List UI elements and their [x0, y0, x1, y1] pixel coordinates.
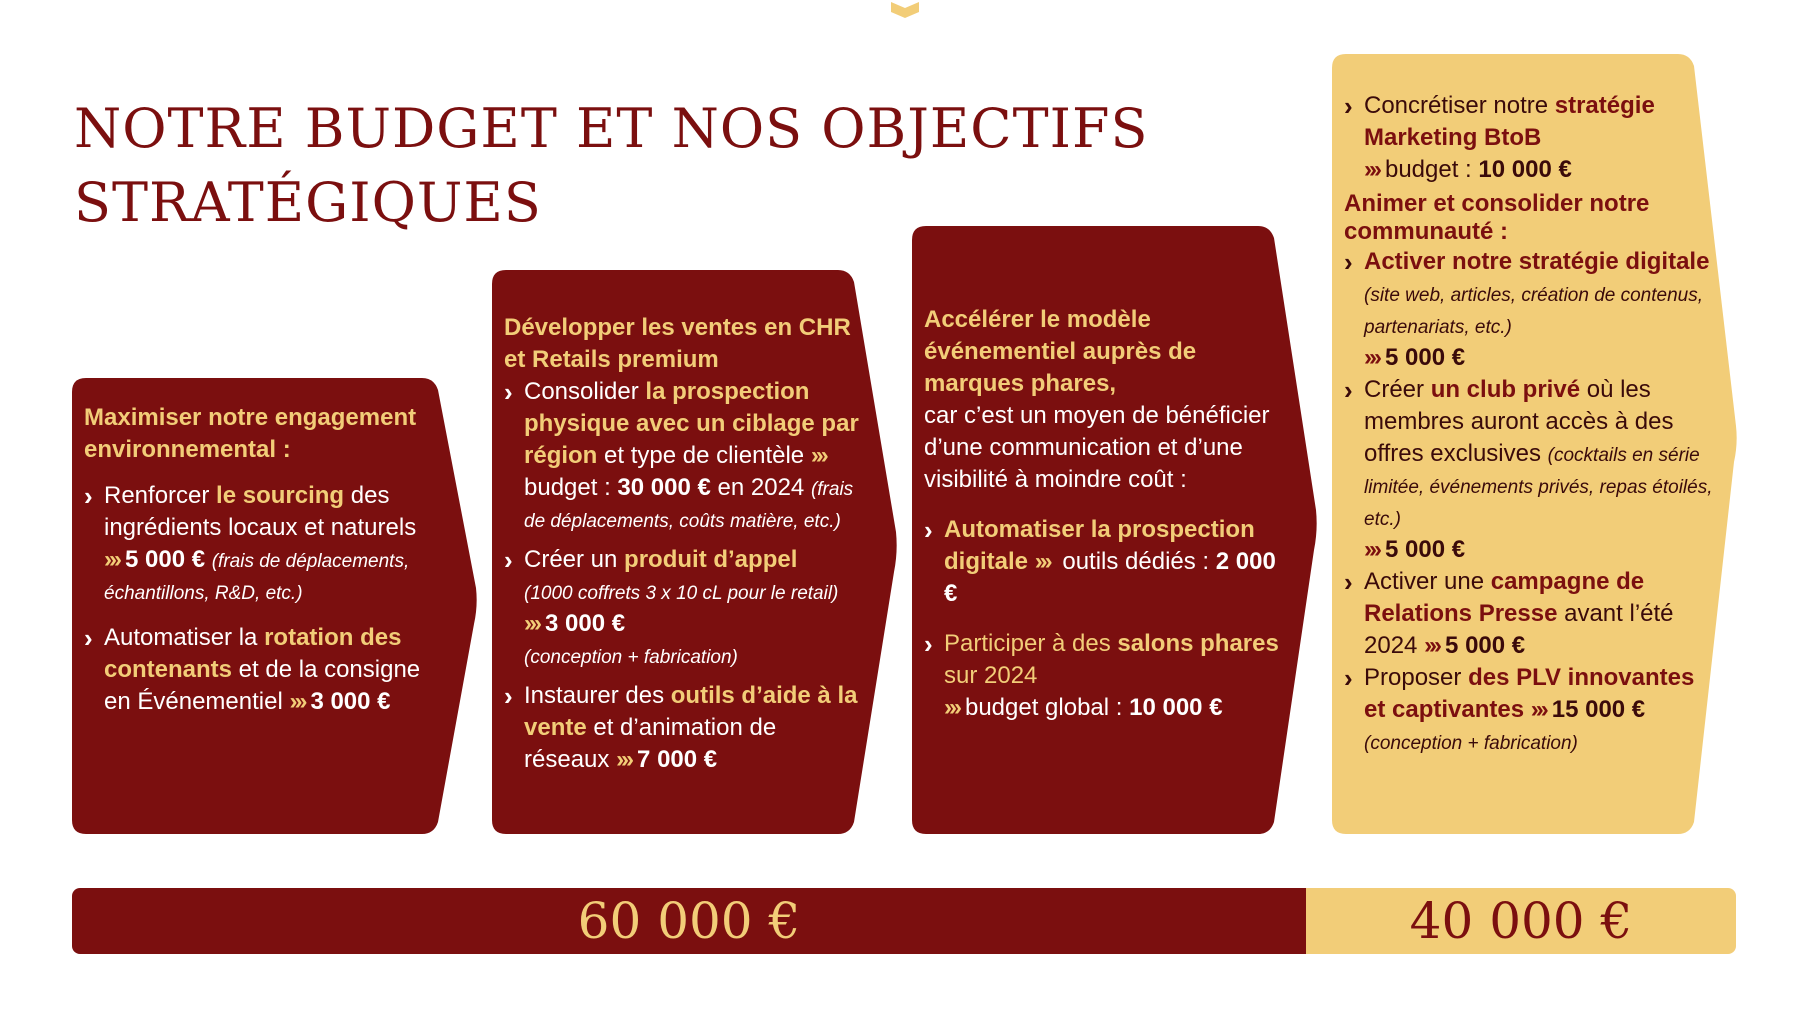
- arrow-icon: ›››: [104, 546, 119, 573]
- objective-card-environment: [72, 378, 476, 834]
- budget-amount: 3 000 €: [310, 688, 391, 715]
- objective-item: › Activer une campagne de Relations Presse avant l’été 2024 ››› 5 000 €: [1344, 566, 1718, 662]
- budget-amount: 5 000 €: [1445, 632, 1526, 659]
- budget-amount: 5 000 €: [1384, 344, 1466, 371]
- budget-amount: 30 000 €: [617, 474, 711, 501]
- objective-item: › Proposer des PLV innovantes et captivantes ››› 15 000 € (conception + fabrication): [1344, 662, 1718, 758]
- objective-card-sales: [492, 270, 896, 834]
- item-note: (cocktails en série limitée, événements privés, repas étoilés, etc.): [1364, 445, 1713, 530]
- arrow-icon: ›››: [1364, 156, 1379, 183]
- total-light-amount: 40 000 €: [1409, 892, 1633, 950]
- item-note: (conception + fabrication): [524, 647, 738, 668]
- objective-item: › Automatiser la rotation des contenants et de la consigne en Événementiel ››› 3 000 €: [84, 622, 444, 718]
- objective-item: › Activer notre stratégie digitale (site web, articles, création de contenus, partenariats, etc.) ››› 5 000 €: [1344, 246, 1718, 374]
- budget-amount: 10 000 €: [1129, 694, 1223, 721]
- objective-item: › Participer à des salons phares sur 2024 ››› budget global : 10 000 €: [924, 628, 1294, 724]
- arrow-icon: ›››: [616, 746, 632, 773]
- arrow-icon: ›››: [810, 442, 826, 469]
- total-light-segment: [1306, 888, 1736, 954]
- card-heading: Accélérer le modèle événementiel auprès de marques phares,: [924, 306, 1197, 397]
- item-note: (conception + fabrication): [1364, 733, 1578, 754]
- page-title: [74, 92, 1148, 240]
- objective-item: › Instaurer des outils d’aide à la vente et d’animation de réseaux ››› 7 000 €: [504, 680, 868, 776]
- total-dark-amount: 60 000 €: [577, 892, 801, 950]
- arrow-icon: ›››: [1364, 344, 1379, 371]
- budget-totals-bar: [72, 888, 1736, 954]
- item-note: (1000 coffrets 3 x 10 cL pour le retail): [524, 583, 839, 604]
- budget-amount: 7 000 €: [637, 746, 718, 773]
- objective-card-events: [912, 226, 1316, 834]
- item-note: (frais de déplacements, échantillons, R&D, etc.): [104, 551, 410, 604]
- objective-item: › Consolider la prospection physique avec un ciblage par région et type de clientèle ››› budget : 30 000 € en 2024 (frais de déplacements, coûts matière, etc.): [504, 376, 868, 536]
- arrow-icon: ›››: [1424, 632, 1440, 659]
- card-heading: Animer et consolider notre communauté :: [1344, 190, 1650, 245]
- total-dark-segment: [72, 888, 1306, 954]
- book-ornament-icon: [888, 0, 922, 20]
- arrow-icon: ›››: [1034, 548, 1050, 575]
- budget-amount: 5 000 €: [124, 546, 206, 573]
- budget-amount: 5 000 €: [1384, 536, 1466, 563]
- card-heading: Maximiser notre engagement environnemental :: [84, 404, 417, 463]
- item-note: (frais de déplacements, coûts matière, etc.): [524, 479, 854, 532]
- budget-amount: 3 000 €: [544, 610, 626, 637]
- objective-item: › Créer un produit d’appel (1000 coffrets 3 x 10 cL pour le retail) ››› 3 000 € (conception + fabrication): [504, 544, 868, 672]
- title-line-2: STRATÉGIQUES: [74, 171, 542, 234]
- budget-amount: 10 000 €: [1478, 156, 1572, 183]
- objective-item: › Concrétiser notre stratégie Marketing BtoB ››› budget : 10 000 €: [1344, 90, 1718, 186]
- objective-card-marketing: [1332, 54, 1736, 834]
- objective-item: › Renforcer le sourcing des ingrédients locaux et naturels ››› 5 000 € (frais de déplacements, échantillons, R&D, etc.): [84, 480, 444, 608]
- title-line-1: NOTRE BUDGET ET NOS OBJECTIFS: [74, 97, 1149, 160]
- arrow-icon: ›››: [524, 610, 539, 637]
- budget-amount: 15 000 €: [1551, 696, 1646, 723]
- card-heading: Développer les ventes en CHR et Retails premium: [504, 314, 851, 373]
- arrow-icon: ›››: [1530, 696, 1546, 723]
- objective-item: › Automatiser la prospection digitale ››› outils dédiés : 2 000 €: [924, 514, 1294, 610]
- objective-item: › Créer un club privé où les membres auront accès à des offres exclusives (cocktails en série limitée, événements privés, repas étoilés, etc.) ››› 5 000 €: [1344, 374, 1718, 566]
- card-intro-text: car c’est un moyen de bénéficier d’une communication et d’une visibilité à moindre coût :: [924, 402, 1270, 493]
- budget-amount: 2 000 €: [944, 548, 1276, 607]
- arrow-icon: ›››: [1364, 536, 1379, 563]
- item-note: (site web, articles, création de contenus, partenariats, etc.): [1364, 285, 1704, 338]
- arrow-icon: ›››: [289, 688, 305, 715]
- arrow-icon: ›››: [944, 694, 959, 721]
